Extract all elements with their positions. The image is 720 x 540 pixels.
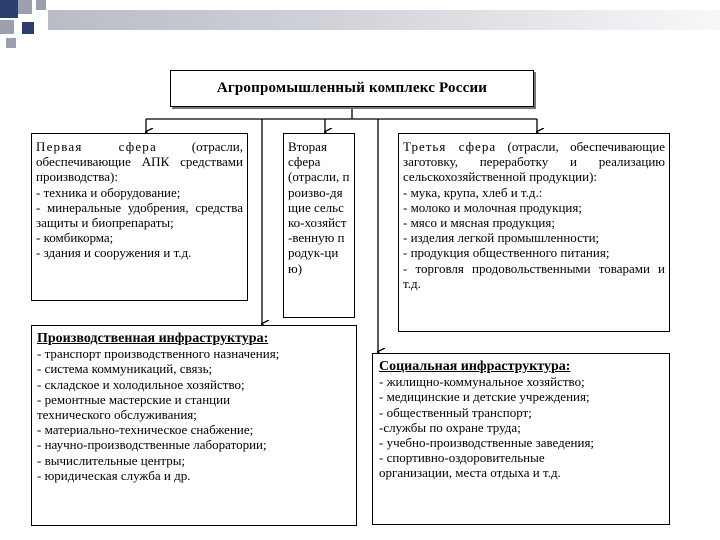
sphere1-item: - комбикорма;	[36, 230, 114, 246]
production-infrastructure-heading: Производственная инфраструктура:	[37, 331, 269, 346]
production-infra-item: - юридическая служба и др.	[37, 467, 191, 483]
diagram-title: Агропромышленный комплекс России	[216, 80, 488, 96]
sphere3-heading: Третья сфера	[403, 139, 497, 154]
social-infrastructure-box	[372, 353, 670, 525]
production-infra-item: - научно-производственные лаборатории;	[37, 437, 267, 453]
sphere1-box	[31, 133, 248, 301]
sphere3-description: (отрасли, обеспечивающие заготовку, переработку и реализацию сельскохозяйственной продукции):	[403, 139, 665, 185]
sphere2-description: (отрасли, произво-дящие сельско-хозяйст-венную продук-цию)	[288, 169, 350, 276]
social-infra-item: - медицинские и детские учреждения;	[379, 389, 590, 405]
production-infra-item: - складское и холодильное хозяйство;	[37, 376, 245, 392]
production-infra-item: - транспорт производственного назначения;	[37, 346, 280, 362]
production-infra-item: - материально-техническое снабжение;	[37, 422, 254, 438]
sphere3-item: - изделия легкой промышленности;	[403, 230, 600, 246]
sphere3-box	[398, 133, 670, 332]
sphere3-item: - мука, крупа, хлеб и т.д.:	[403, 184, 543, 200]
sphere1-item: - техника и оборудование;	[36, 184, 181, 200]
sphere1-item: - минеральные удобрения, средства защиты и биопрепараты;	[36, 199, 243, 231]
sphere1-lead	[36, 139, 243, 185]
social-infra-item: -службы по охране труда;	[379, 419, 521, 435]
sphere3-item: - торговля продовольственными товарами и т.д.	[403, 260, 665, 291]
social-infra-item: - учебно-производственные заведения;	[379, 435, 595, 451]
sphere3-lead	[403, 139, 665, 185]
sphere1-item: - здания и сооружения и т.д.	[36, 245, 192, 261]
title-box	[170, 70, 534, 107]
production-infra-item: - вычислительные центры;	[37, 452, 186, 468]
sphere2-box	[283, 133, 355, 318]
sphere3-item: - продукция общественного питания;	[403, 245, 610, 261]
sphere1-heading: Первая сфера	[36, 139, 157, 154]
production-infrastructure-box	[31, 325, 357, 526]
sphere3-item: - молоко и молочная продукция;	[403, 199, 582, 215]
social-infra-item: - общественный транспорт;	[379, 404, 532, 420]
production-infra-item: - ремонтные мастерские и станции технического обслуживания;	[37, 391, 231, 423]
sphere1-description: (отрасли, обеспечивающие АПК средствами производства):	[36, 139, 243, 185]
production-infra-item: - система коммуникаций, связь;	[37, 361, 213, 377]
sphere2-heading: Вторая сфера	[288, 139, 327, 170]
social-infra-item: - жилищно-коммунальное хозяйство;	[379, 374, 585, 390]
social-infrastructure-heading: Социальная инфраструктура:	[379, 359, 571, 374]
social-infra-item: - спортивно-оздоровительные организации, места отдыха и т.д.	[379, 450, 561, 481]
sphere3-item: - мясо и мясная продукция;	[403, 215, 555, 231]
